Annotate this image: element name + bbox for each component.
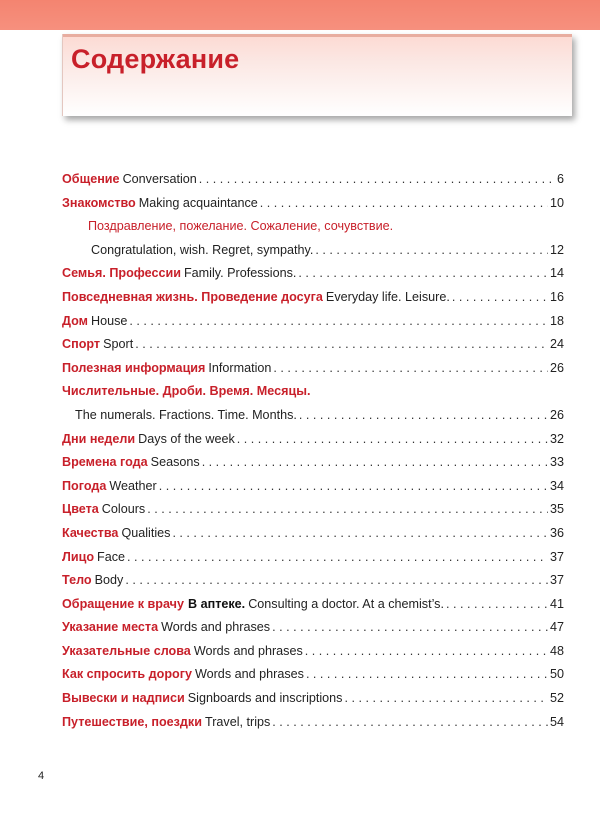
toc-entry-ru: Числительные. Дроби. Время. Месяцы. bbox=[62, 384, 311, 399]
toc-entry-ru: Качества bbox=[62, 525, 119, 540]
toc-entry-en: House bbox=[90, 313, 128, 328]
toc-entry-en: Making acquaintance bbox=[138, 195, 258, 210]
page-number: 4 bbox=[38, 770, 45, 782]
toc-entry-ru: Указание места bbox=[62, 620, 159, 635]
toc-entry-ru: Полезная информация bbox=[62, 360, 206, 375]
toc-entry-ru: Указательные слова bbox=[62, 643, 191, 658]
toc-entry-page: 37 bbox=[549, 573, 564, 588]
toc-leader bbox=[129, 310, 548, 334]
toc-entry-ru: Семья. Профессии bbox=[62, 266, 181, 281]
toc-entry-page: 37 bbox=[549, 549, 564, 564]
toc-leader bbox=[237, 428, 548, 452]
page-title: Содержание bbox=[71, 44, 240, 74]
toc-entry[interactable] bbox=[62, 286, 564, 310]
toc-entry-page: 33 bbox=[549, 455, 564, 470]
toc-entry-page: 32 bbox=[549, 431, 564, 446]
toc-entry-ru: Времена года bbox=[62, 455, 148, 470]
toc-leader bbox=[125, 569, 548, 593]
toc-entry-page: 34 bbox=[549, 478, 564, 493]
toc-entry-en: Travel, trips bbox=[204, 714, 271, 729]
toc-entry-en: Face bbox=[97, 549, 126, 564]
toc-entry-page: 47 bbox=[549, 620, 564, 635]
toc-entry-en: Everyday life. Leisure. bbox=[325, 289, 450, 304]
toc-entry[interactable] bbox=[62, 168, 564, 192]
toc-entry-en: Days of the week bbox=[138, 431, 235, 446]
toc-leader bbox=[315, 239, 548, 263]
toc-entry-ru: Как спросить дорогу bbox=[62, 667, 192, 682]
toc-entry-en: The numerals. Fractions. Time. Months. bbox=[75, 407, 297, 422]
toc-entry-page: 16 bbox=[549, 289, 564, 304]
toc-entry[interactable] bbox=[62, 616, 564, 640]
toc-entry-ru: Обращение к врачу bbox=[62, 596, 184, 611]
toc-entry-ru: Путешествие, поездки bbox=[62, 714, 202, 729]
toc-entry-en: Words and phrases bbox=[193, 643, 303, 658]
toc-subentry[interactable] bbox=[62, 239, 564, 263]
toc-entry-page: 18 bbox=[549, 313, 564, 328]
toc-entry-en: Words and phrases bbox=[194, 667, 304, 682]
table-of-contents bbox=[62, 168, 564, 734]
toc-leader bbox=[159, 475, 548, 499]
toc-entry[interactable] bbox=[62, 711, 564, 735]
toc-entry[interactable] bbox=[62, 498, 564, 522]
toc-entry-ru: Дом bbox=[62, 313, 88, 328]
toc-entry-en: Weather bbox=[109, 478, 157, 493]
toc-entry[interactable] bbox=[62, 428, 564, 452]
toc-entry-ru: Повседневная жизнь. Проведение досуга bbox=[62, 289, 323, 304]
toc-leader bbox=[199, 168, 555, 192]
toc-entry-en: Information bbox=[208, 360, 272, 375]
toc-entry-page: 36 bbox=[549, 525, 564, 540]
toc-entry[interactable] bbox=[62, 475, 564, 499]
toc-leader bbox=[260, 192, 548, 216]
toc-entry-en: Qualities bbox=[121, 525, 171, 540]
toc-leader bbox=[299, 404, 548, 428]
toc-entry[interactable] bbox=[62, 333, 564, 357]
toc-entry[interactable] bbox=[62, 451, 564, 475]
toc-entry-en: Words and phrases bbox=[161, 620, 271, 635]
toc-entry-ru: Лицо bbox=[62, 549, 95, 564]
toc-entry-en: Congratulation, wish. Regret, sympathy. bbox=[91, 242, 314, 257]
toc-entry-en: Seasons bbox=[150, 455, 200, 470]
toc-entry[interactable] bbox=[62, 569, 564, 593]
toc-entry-ru: Цвета bbox=[62, 502, 99, 517]
toc-leader bbox=[305, 640, 548, 664]
toc-leader bbox=[272, 616, 548, 640]
toc-entry-page: 52 bbox=[549, 691, 564, 706]
toc-entry-page: 12 bbox=[549, 242, 564, 257]
toc-entry[interactable] bbox=[62, 262, 564, 286]
toc-entry-page: 14 bbox=[549, 266, 564, 281]
toc-entry-page: 26 bbox=[549, 360, 564, 375]
toc-entry-en: Conversation bbox=[122, 172, 197, 186]
toc-entry-ru: Спорт bbox=[62, 337, 101, 352]
toc-entry-en: Sport bbox=[103, 337, 134, 352]
toc-leader bbox=[306, 663, 548, 687]
toc-entry-page: 54 bbox=[549, 714, 564, 729]
toc-entry-heading bbox=[62, 380, 564, 404]
toc-leader bbox=[272, 711, 548, 735]
toc-entry-en: Consulting a doctor. At a chemist’s. bbox=[248, 596, 444, 611]
toc-entry-en: Signboards and inscriptions bbox=[187, 691, 343, 706]
toc-entry-page: 50 bbox=[549, 667, 564, 682]
toc-entry-ru: Погода bbox=[62, 478, 107, 493]
toc-entry[interactable] bbox=[62, 640, 564, 664]
toc-entry-ru: Общение bbox=[62, 172, 120, 186]
toc-leader bbox=[202, 451, 548, 475]
toc-entry[interactable] bbox=[62, 310, 564, 334]
toc-entry-en: Family. Professions. bbox=[183, 266, 297, 281]
toc-subentry[interactable] bbox=[62, 404, 564, 428]
toc-entry-en: Colours bbox=[101, 502, 146, 517]
toc-leader bbox=[452, 286, 548, 310]
toc-leader bbox=[298, 262, 548, 286]
toc-entry-ru-secondary: В аптеке. bbox=[188, 596, 246, 611]
toc-leader bbox=[127, 546, 548, 570]
toc-entry[interactable] bbox=[62, 546, 564, 570]
toc-entry-ru: Дни недели bbox=[62, 431, 136, 446]
toc-entry[interactable] bbox=[62, 687, 564, 711]
toc-entry-ru: Тело bbox=[62, 573, 92, 588]
toc-entry[interactable] bbox=[62, 593, 564, 617]
toc-entry-page: 48 bbox=[549, 643, 564, 658]
toc-entry-page: 6 bbox=[556, 172, 564, 186]
toc-entry[interactable] bbox=[62, 522, 564, 546]
toc-entry[interactable] bbox=[62, 357, 564, 381]
top-color-band bbox=[0, 0, 600, 30]
toc-leader bbox=[273, 357, 548, 381]
toc-entry-ru: Вывески и надписи bbox=[62, 691, 185, 706]
toc-leader bbox=[344, 687, 548, 711]
title-panel bbox=[62, 34, 572, 116]
toc-entry-page: 24 bbox=[549, 337, 564, 352]
toc-entry-page: 41 bbox=[549, 596, 564, 611]
toc-entry-ru: Поздравление, пожелание. Сожаление, сочувствие. bbox=[88, 219, 394, 234]
toc-entry-page: 26 bbox=[549, 407, 564, 422]
toc-entry[interactable] bbox=[62, 192, 564, 216]
toc-leader bbox=[172, 522, 548, 546]
toc-entry-page: 35 bbox=[549, 502, 564, 517]
toc-entry-page: 10 bbox=[549, 195, 564, 210]
toc-leader bbox=[446, 593, 548, 617]
toc-entry-ru: Знакомство bbox=[62, 195, 136, 210]
toc-entry-en: Body bbox=[94, 573, 124, 588]
toc-leader bbox=[135, 333, 548, 357]
toc-leader bbox=[147, 498, 548, 522]
toc-entry[interactable] bbox=[62, 663, 564, 687]
toc-subentry-heading bbox=[62, 215, 564, 239]
